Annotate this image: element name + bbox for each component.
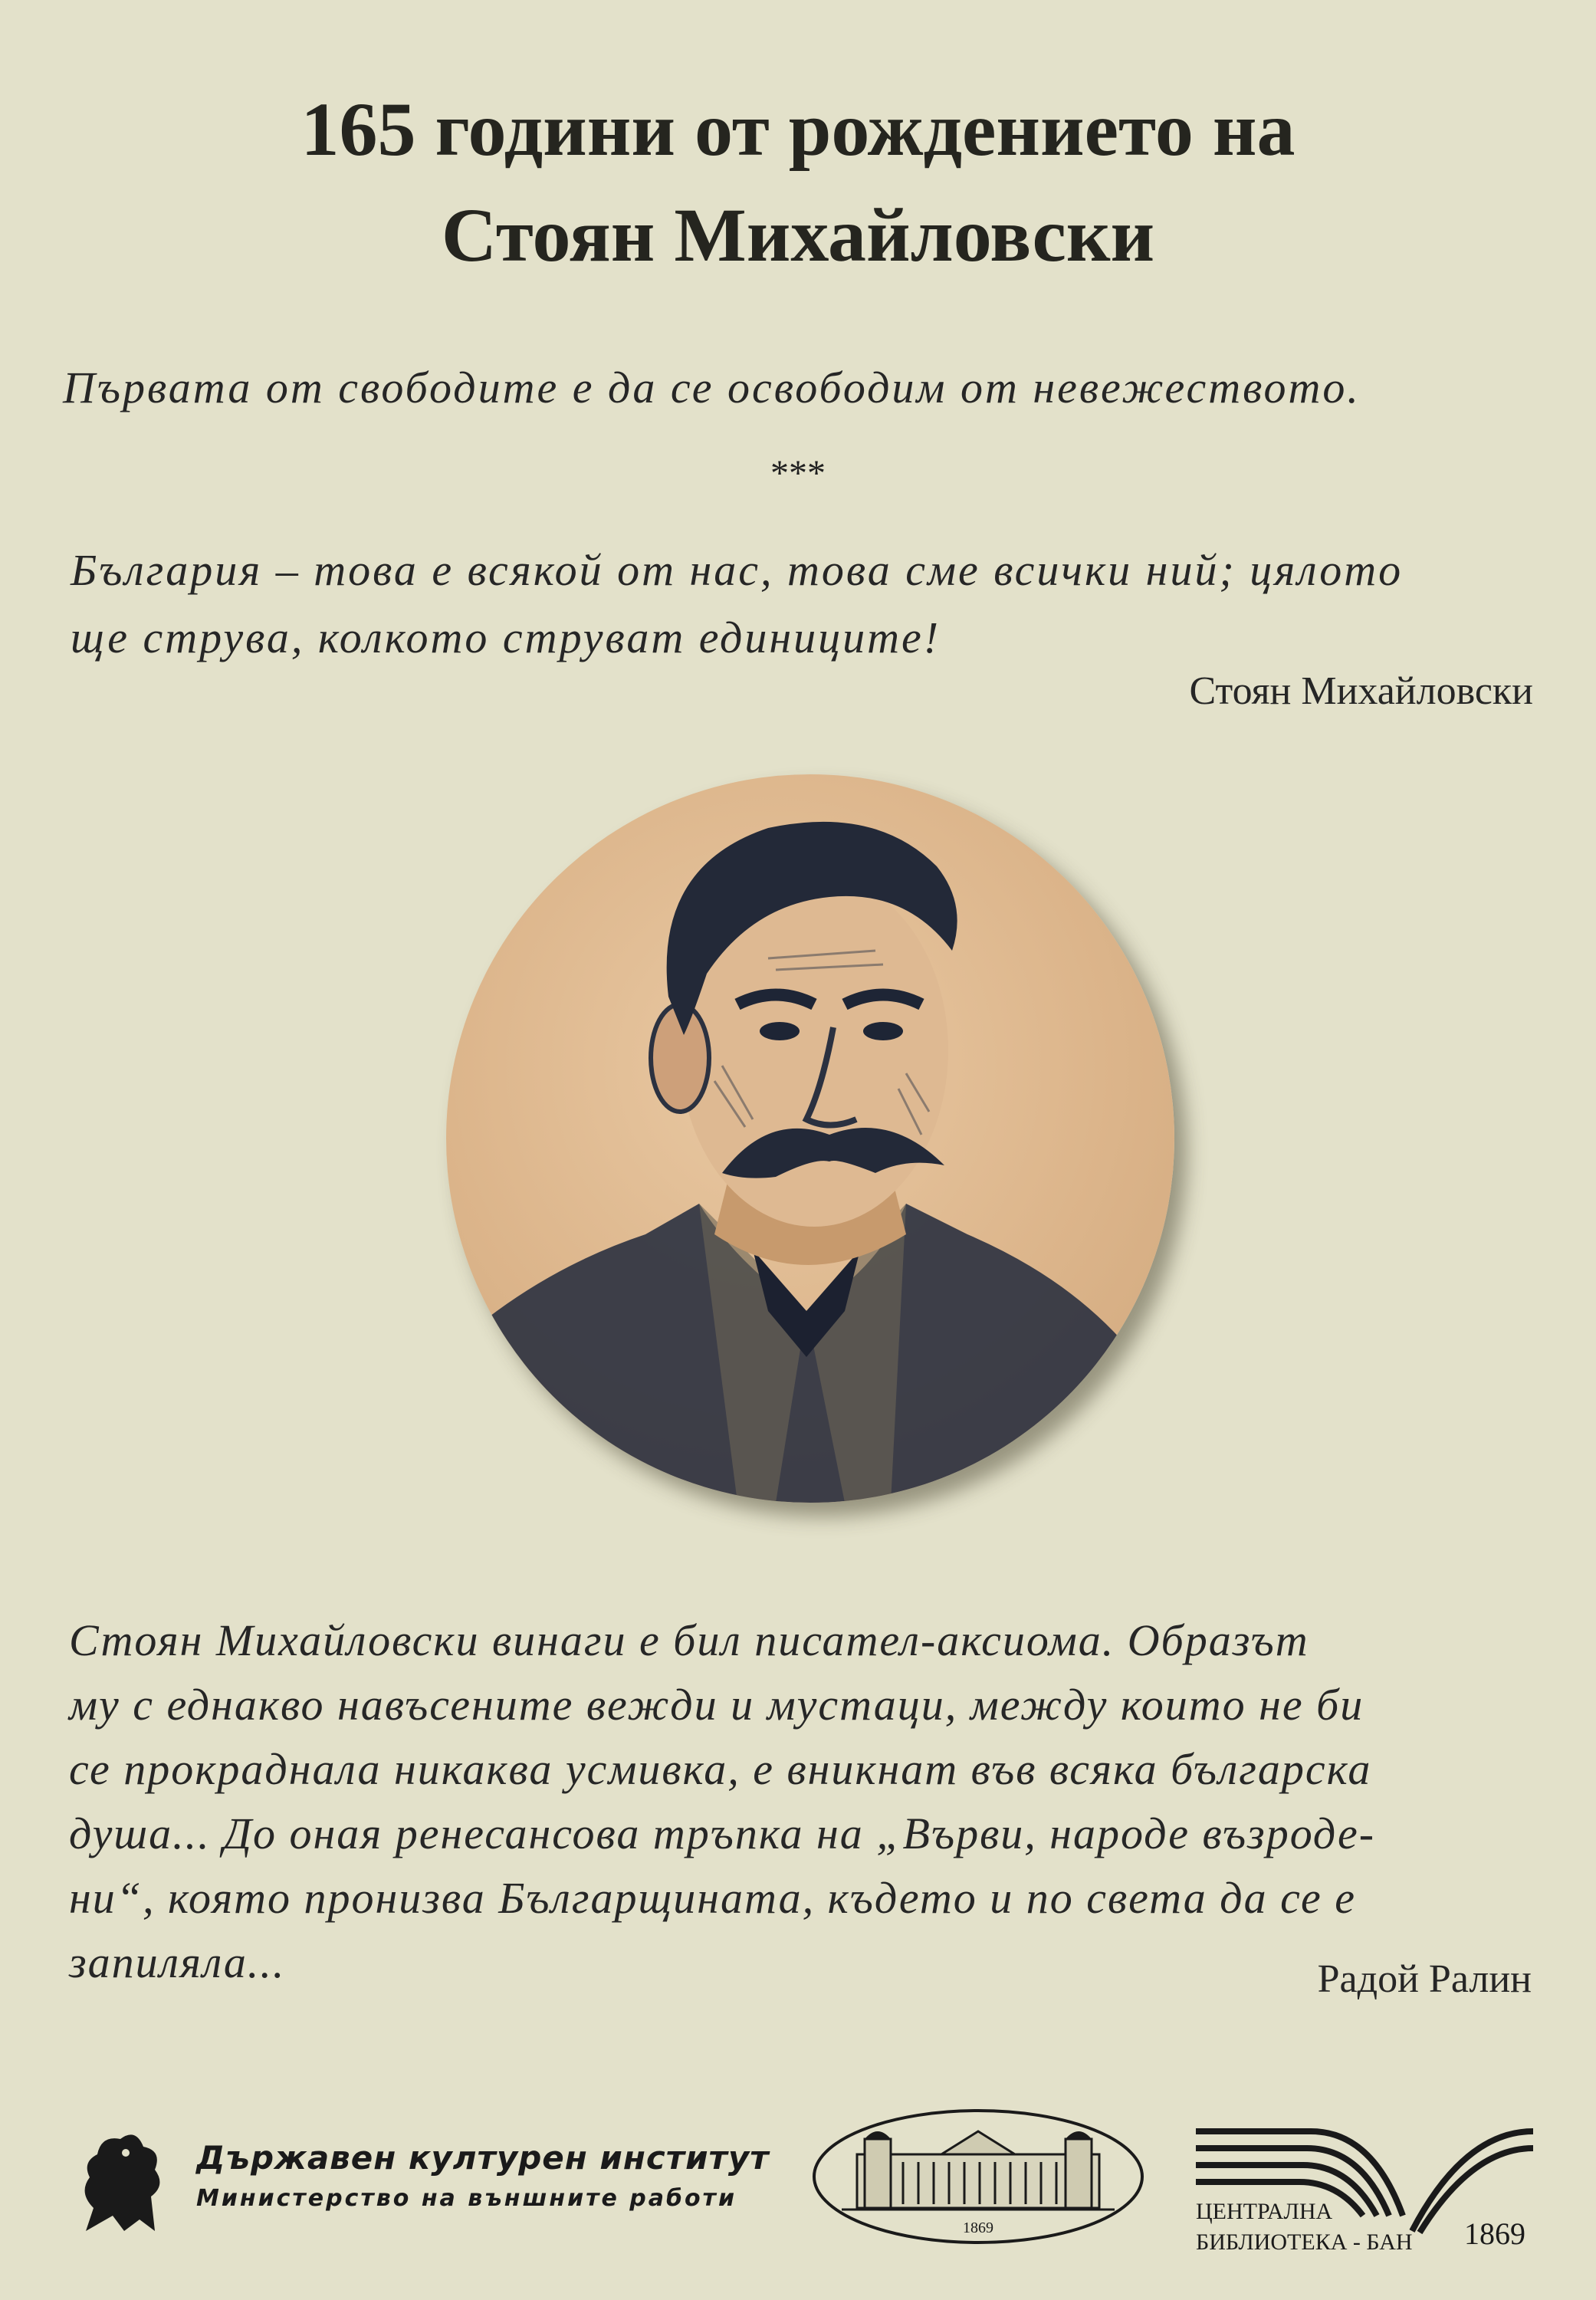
paragraph-line: душа... До оная ренесансова тръпка на „Върви, народе възроде- [69, 1809, 1376, 1858]
quote-2-author: Стоян Михайловски [1189, 669, 1533, 713]
paragraph-line: му с еднакво навъсените вежди и мустаци, между които не би [69, 1680, 1364, 1730]
footer [0, 2101, 1596, 2254]
quote-2 [71, 537, 1403, 672]
quote-1: Първата от свободите е да се освободим от невежеството. [63, 363, 1361, 412]
paragraph-line: Стоян Михайловски винаги е бил писател-аксиома. Образът [69, 1615, 1309, 1665]
library-year: 1869 [1464, 2216, 1525, 2251]
paragraph-line: запиляла... [69, 1937, 286, 1987]
portrait [446, 774, 1174, 1503]
paragraph-line: се прокраднала никаква усмивка, е вникнат във всяка българска [69, 1744, 1372, 1794]
paragraph [69, 1608, 1541, 1995]
library-name-line-2: БИБЛИОТЕКА - БАН [1196, 2229, 1413, 2255]
library-name-line-1: ЦЕНТРАЛНА [1196, 2199, 1333, 2224]
quote-2-line-1: България – това е всякой от нас, това сме всички ний; цялото [71, 545, 1404, 595]
separator: *** [770, 453, 826, 494]
library-building-logo [811, 2108, 1145, 2245]
dki-subtitle: Министерство на външните работи [196, 2185, 737, 2212]
dki-name: Държавен културен институт [196, 2139, 770, 2177]
title-line-2: Стоян Михайловски [441, 192, 1155, 278]
portrait-engraving-icon [446, 774, 1174, 1503]
paragraph-author: Радой Ралин [1317, 1957, 1532, 2001]
paragraph-line: ни“, която пронизва Българщината, където и по света да се е [69, 1873, 1357, 1923]
building-logo-year: 1869 [963, 2220, 993, 2236]
quote-2-line-2: ще струва, колкото струват единиците! [71, 613, 941, 662]
lion-icon [71, 2124, 170, 2239]
title-line-1: 165 години от рождението на [300, 87, 1296, 172]
page-title [0, 77, 1596, 288]
